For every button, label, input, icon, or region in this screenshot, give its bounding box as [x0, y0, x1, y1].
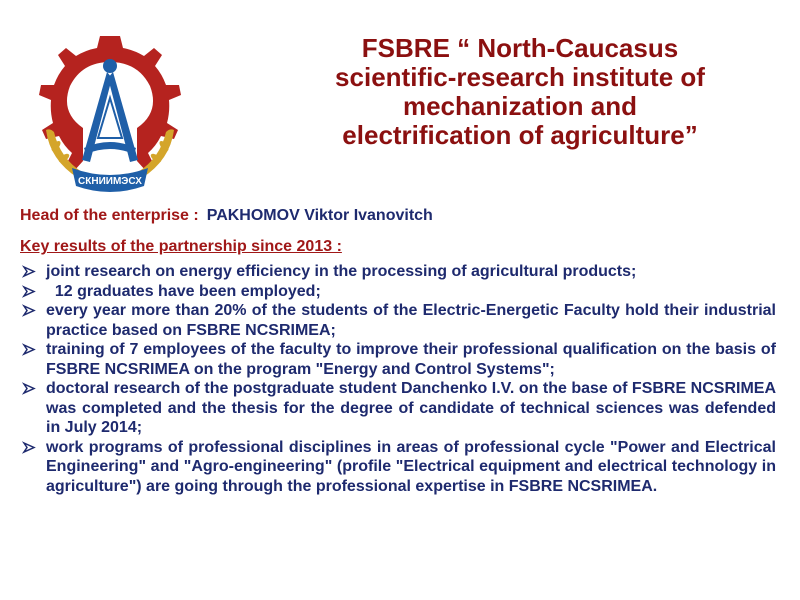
list-item	[20, 301, 776, 340]
logo-banner-text: СКНИИМЭСХ	[78, 176, 142, 187]
arrow-bullet-icon	[22, 282, 36, 301]
list-item	[20, 379, 776, 438]
list-item-text: training of 7 employees of the faculty to improve their professional qualification on the basis of FSBRE NCSRIMEA on the program "Energy and Control Systems";	[46, 341, 776, 378]
arrow-bullet-icon	[22, 438, 36, 457]
head-label: Head of the enterprise :	[20, 207, 199, 224]
head-name: PAKHOMOV Viktor Ivanovitch	[206, 207, 433, 224]
list-item-text: 12 graduates have been employed;	[46, 282, 321, 300]
list-item-text: work programs of professional disciplines in areas of professional cycle "Power and Electrical Engineering" and "Agro-engineering" (profile "Electrical equipment and electrical technology in agriculture") are going through the professional expertise in FSBRE NCSRIMEA.	[46, 438, 776, 495]
title-line-2: scientific-research institute of	[335, 62, 705, 92]
list-item-text: joint research on energy efficiency in the processing of agricultural products;	[46, 263, 637, 280]
title-line-3: mechanization and	[402, 91, 638, 121]
arrow-bullet-icon	[22, 262, 36, 281]
arrow-bullet-icon	[22, 379, 36, 398]
list-item	[20, 340, 776, 379]
institute-title	[270, 34, 770, 150]
head-of-enterprise	[20, 206, 433, 226]
title-line-1: FSBRE “ North-Caucasus	[361, 33, 679, 63]
list-item-text: every year more than 20% of the students of the Electric-Energetic Faculty hold their industrial practice based on FSBRE NCSRIMEA;	[46, 302, 776, 339]
list-item	[20, 438, 776, 497]
list-item	[20, 262, 776, 282]
list-item	[20, 282, 776, 302]
key-results-heading: Key results of the partnership since 2013 :	[20, 238, 342, 255]
key-results-list	[20, 262, 776, 496]
arrow-bullet-icon	[22, 301, 36, 320]
institute-logo	[20, 28, 200, 196]
list-item-text: doctoral research of the postgraduate student Danchenko I.V. on the base of FSBRE NCSRIMEA was completed and the thesis for the degree of candidate of technical sciences was defended in July 2014;	[46, 380, 776, 436]
logo-banner	[72, 168, 148, 192]
arrow-bullet-icon	[22, 340, 36, 359]
title-line-4: electrification of agriculture”	[342, 120, 698, 150]
compass-icon	[82, 59, 138, 162]
